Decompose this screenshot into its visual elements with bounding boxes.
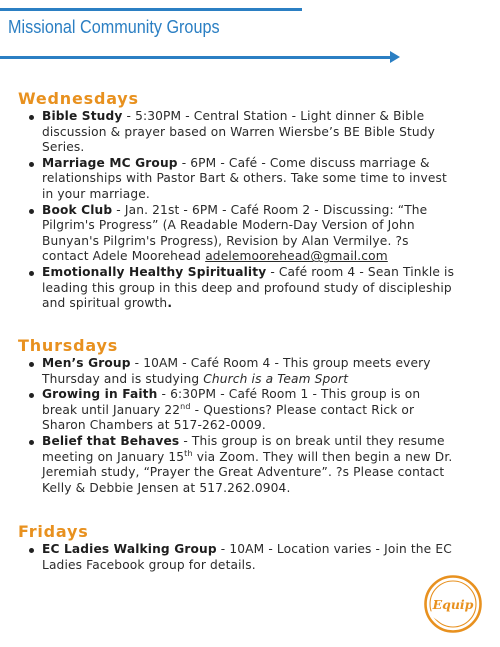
ordinal-suffix: th <box>184 448 193 458</box>
group-name: Men’s Group <box>42 356 131 370</box>
group-list <box>18 542 458 573</box>
bullet-icon <box>29 362 34 367</box>
period: . <box>167 296 173 311</box>
group-name: Marriage MC Group <box>42 155 178 170</box>
equip-logo-icon <box>423 574 483 634</box>
email-link[interactable]: adelemoorehead@gmail.com <box>205 249 388 264</box>
section-heading: Fridays <box>18 522 89 541</box>
group-list <box>18 356 458 496</box>
list-item <box>18 434 458 496</box>
page-title: Missional Community Groups <box>8 17 220 37</box>
group-name: Bible Study <box>42 109 123 123</box>
group-details: - Café room 4 - Sean Tinkle is leading this group in this deep and profound study of discipleship and spiritual growth <box>42 264 455 311</box>
group-details: - 6PM - Café - Come discuss marriage & relationships with Pastor Bart & others. Take some time to invest in your marriage. <box>42 155 447 201</box>
group-details: - This group is on break until they resume meeting on January 15 <box>42 433 445 464</box>
bullet-icon <box>29 393 34 398</box>
group-name: EC Ladies Walking Group <box>42 542 217 556</box>
list-item <box>18 203 458 265</box>
list-item <box>18 356 458 387</box>
top-rule <box>0 8 302 11</box>
bullet-icon <box>29 440 34 445</box>
group-details-cont: - Questions? Please contact Rick or Sharon Chambers at 517-262-0009. <box>42 402 415 433</box>
group-name: Emotionally Healthy Spirituality <box>42 264 267 279</box>
bullet-icon <box>29 271 34 276</box>
group-name: Book Club <box>42 202 113 217</box>
group-details: - 10AM - Café Room 4 - This group meets every Thursday and is studying <box>42 356 431 386</box>
group-name: Belief that Behaves <box>42 433 180 448</box>
group-details: - 5:30PM - Central Station - Light dinner & Bible discussion & prayer based on Warren Wiersbe’s BE Bible Study Series. <box>42 109 436 155</box>
list-item <box>18 265 458 312</box>
bullet-icon <box>29 115 34 120</box>
bullet-icon <box>29 209 34 214</box>
logo-text: Equip <box>432 597 474 612</box>
arrow-divider <box>0 56 392 59</box>
section-wednesdays <box>18 89 458 312</box>
list-item <box>18 109 458 156</box>
group-details: - Jan. 21st - 6PM - Café Room 2 - Discussing: “The Pilgrim's Progress” (A Readable Modern-Day Version of John Bunyan's Pilgrim's Progress), Revision by Alan Vermilye. ?s contact Adele Moorehead <box>42 202 428 264</box>
section-heading: Wednesdays <box>18 89 139 108</box>
ordinal-suffix: nd <box>180 401 191 411</box>
bullet-icon <box>29 548 34 553</box>
group-name: Growing in Faith <box>42 387 158 402</box>
list-item <box>18 387 458 434</box>
book-title: Church is a Team Sport <box>203 371 349 386</box>
group-details: - 6:30PM - Café Room 1 - This group is on break until January 22 <box>42 387 421 417</box>
bullet-icon <box>29 162 34 167</box>
section-fridays <box>18 522 458 573</box>
arrow-right-icon <box>390 51 400 63</box>
section-thursdays <box>18 336 458 496</box>
group-list <box>18 109 458 312</box>
group-details-cont: via Zoom. They will then begin a new Dr. Jeremiah study, “Prayer the Great Adventure”. ?s Please contact Kelly & Debbie Jensen at 517.262.0904. <box>42 449 453 495</box>
group-details: - 10AM - Location varies - Join the EC Ladies Facebook group for details. <box>42 542 452 572</box>
section-heading: Thursdays <box>18 336 119 355</box>
list-item <box>18 542 458 573</box>
list-item <box>18 156 458 203</box>
